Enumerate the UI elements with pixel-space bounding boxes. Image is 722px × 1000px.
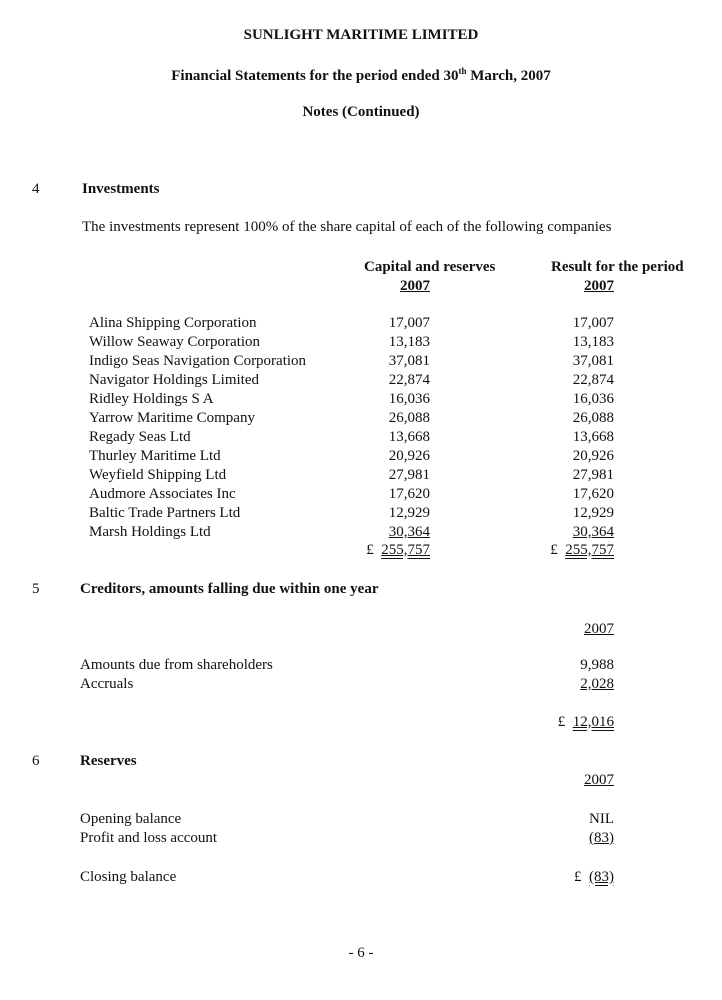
investment-result-value: 20,926 (572, 448, 614, 464)
investment-capital-value: 13,668 (388, 429, 430, 445)
capital-total (340, 542, 430, 559)
closing-balance-currency: £ (574, 869, 582, 885)
investment-company-name: Yarrow Maritime Company (89, 410, 255, 426)
reserves-row-label: Opening balance (80, 811, 182, 827)
investment-company-name: Thurley Maritime Ltd (89, 448, 221, 464)
section-4-number: 4 (32, 181, 40, 197)
investment-result-value: 16,036 (572, 391, 614, 407)
creditors-total-currency: £ (557, 714, 566, 730)
section-6-number: 6 (32, 753, 40, 769)
investment-company-name: Weyfield Shipping Ltd (89, 467, 227, 483)
result-year: 2007 (584, 278, 614, 294)
reserves-row-value: (83) (589, 830, 614, 846)
investment-capital-value: 37,081 (388, 353, 430, 369)
capital-year: 2007 (400, 278, 430, 294)
investment-capital-value: 17,620 (388, 486, 430, 502)
investment-result-value: 13,668 (572, 429, 614, 445)
capital-total-value: 255,757 (381, 542, 430, 558)
statement-title (0, 66, 722, 85)
capital-reserves-header: Capital and reserves (364, 259, 496, 275)
section-6-heading: Reserves (80, 753, 137, 769)
statement-title-sup: th (458, 66, 467, 76)
result-total-value: 255,757 (565, 542, 614, 558)
investment-capital-value: 17,007 (388, 315, 430, 331)
investment-result-value: 37,081 (572, 353, 614, 369)
creditors-row-value: 2,028 (580, 676, 614, 692)
investment-capital-value: 20,926 (388, 448, 430, 464)
investments-intro: The investments represent 100% of the share capital of each of the following companies (82, 219, 612, 235)
creditors-total (524, 714, 614, 731)
investment-company-name: Ridley Holdings S A (89, 391, 214, 407)
result-total (524, 542, 614, 559)
investment-company-name: Alina Shipping Corporation (89, 315, 257, 331)
reserves-row-label: Profit and loss account (80, 830, 218, 846)
statement-title-main: Financial Statements for the period ended 30 (171, 68, 459, 84)
closing-balance-value: (83) (589, 869, 614, 885)
investment-capital-value: 13,183 (388, 334, 430, 350)
investment-capital-value: 30,364 (388, 524, 430, 540)
investment-capital-value: 16,036 (388, 391, 430, 407)
investment-company-name: Indigo Seas Navigation Corporation (89, 353, 307, 369)
reserves-year: 2007 (584, 772, 614, 788)
investment-result-value: 26,088 (572, 410, 614, 426)
investment-company-name: Navigator Holdings Limited (89, 372, 259, 388)
creditors-year: 2007 (584, 621, 614, 637)
investment-capital-value: 22,874 (388, 372, 430, 388)
investment-result-value: 22,874 (572, 372, 614, 388)
notes-title: Notes (Continued) (302, 104, 420, 120)
result-period-header: Result for the period (551, 259, 684, 275)
section-5-number: 5 (32, 581, 40, 597)
creditors-row-value: 9,988 (580, 657, 614, 673)
company-name: SUNLIGHT MARITIME LIMITED (243, 27, 479, 43)
result-total-currency: £ (550, 542, 558, 558)
investment-result-value: 13,183 (572, 334, 614, 350)
investment-company-name: Marsh Holdings Ltd (89, 524, 211, 540)
closing-balance (524, 869, 614, 886)
investment-capital-value: 26,088 (388, 410, 430, 426)
investment-company-name: Regady Seas Ltd (89, 429, 191, 445)
investment-result-value: 17,007 (572, 315, 614, 331)
investment-capital-value: 12,929 (388, 505, 430, 521)
investment-result-value: 17,620 (572, 486, 614, 502)
page-number: - 6 - (348, 945, 374, 961)
investment-company-name: Audmore Associates Inc (89, 486, 236, 502)
capital-total-currency: £ (366, 542, 374, 558)
creditors-total-value: 12,016 (572, 714, 614, 730)
closing-balance-label: Closing balance (80, 869, 177, 885)
creditors-row-label: Accruals (80, 676, 134, 692)
investment-result-value: 27,981 (572, 467, 614, 483)
investment-capital-value: 27,981 (388, 467, 430, 483)
creditors-row-label: Amounts due from shareholders (80, 657, 273, 673)
section-5-heading: Creditors, amounts falling due within one year (80, 581, 379, 597)
investment-result-value: 30,364 (572, 524, 614, 540)
investment-result-value: 12,929 (572, 505, 614, 521)
section-4-heading: Investments (82, 181, 160, 197)
investment-company-name: Willow Seaway Corporation (89, 334, 261, 350)
investment-company-name: Baltic Trade Partners Ltd (89, 505, 241, 521)
reserves-row-value: NIL (589, 811, 614, 827)
statement-title-end: March, 2007 (466, 68, 551, 84)
